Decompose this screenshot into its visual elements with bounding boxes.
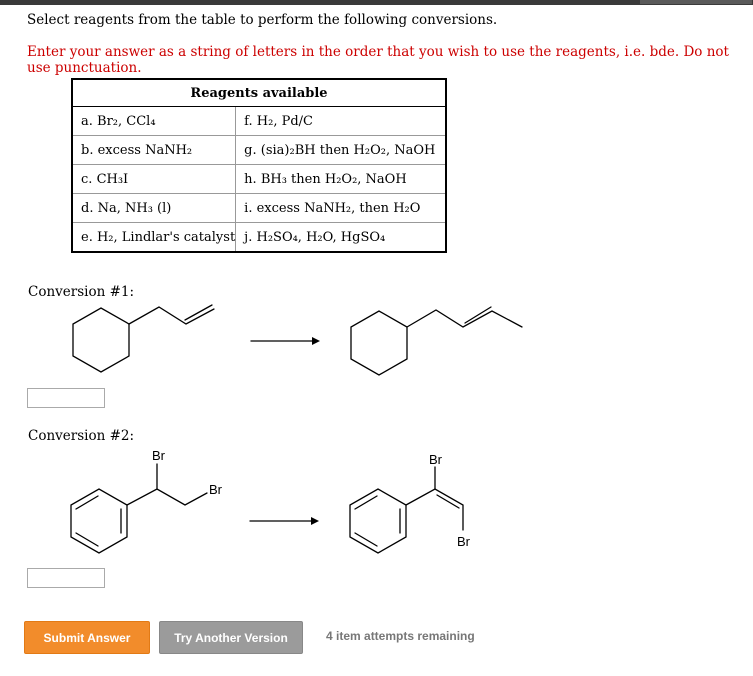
arrow-2 — [250, 517, 319, 525]
reagent-b: b. excess NaNH₂ — [72, 136, 236, 165]
answer-instructions: Enter your answer as a string of letters in the order that you wish to use the reagents, i.e. bde. Do not use punctuation. — [27, 44, 729, 76]
arrow-1 — [251, 337, 320, 345]
bromine-atom-label: Br — [152, 448, 165, 463]
attempts-remaining: 4 item attempts remaining — [326, 629, 475, 643]
reagents-table-header: Reagents available — [72, 79, 446, 107]
product-2-structure — [350, 467, 463, 553]
conversion-1-answer-input[interactable] — [27, 388, 105, 408]
reactant-2-structure — [71, 464, 207, 553]
conversion-1-label: Conversion #1: — [28, 284, 135, 300]
reagent-i: i. excess NaNH₂, then H₂O — [236, 194, 446, 223]
reagent-c: c. CH₃I — [72, 165, 236, 194]
product-1-structure — [351, 307, 522, 375]
reactant-1-structure — [73, 305, 214, 372]
bromine-atom-label: Br — [429, 452, 442, 467]
bromine-atom-label: Br — [209, 482, 222, 497]
reagent-d: d. Na, NH₃ (l) — [72, 194, 236, 223]
reagent-j: j. H₂SO₄, H₂O, HgSO₄ — [236, 223, 446, 253]
conversion-2-answer-input[interactable] — [27, 568, 105, 588]
reagent-e: e. H₂, Lindlar's catalyst — [72, 223, 236, 253]
question-prompt: Select reagents from the table to perform the following conversions. — [27, 12, 498, 28]
reagent-h: h. BH₃ then H₂O₂, NaOH — [236, 165, 446, 194]
bromine-atom-label: Br — [457, 534, 470, 549]
reagent-f: f. H₂, Pd/C — [236, 107, 446, 136]
submit-answer-button[interactable]: Submit Answer — [24, 621, 150, 654]
conversion-2-label: Conversion #2: — [28, 428, 135, 444]
reagent-g: g. (sia)₂BH then H₂O₂, NaOH — [236, 136, 446, 165]
reagent-a: a. Br₂, CCl₄ — [72, 107, 236, 136]
try-another-version-button[interactable]: Try Another Version — [159, 621, 303, 654]
